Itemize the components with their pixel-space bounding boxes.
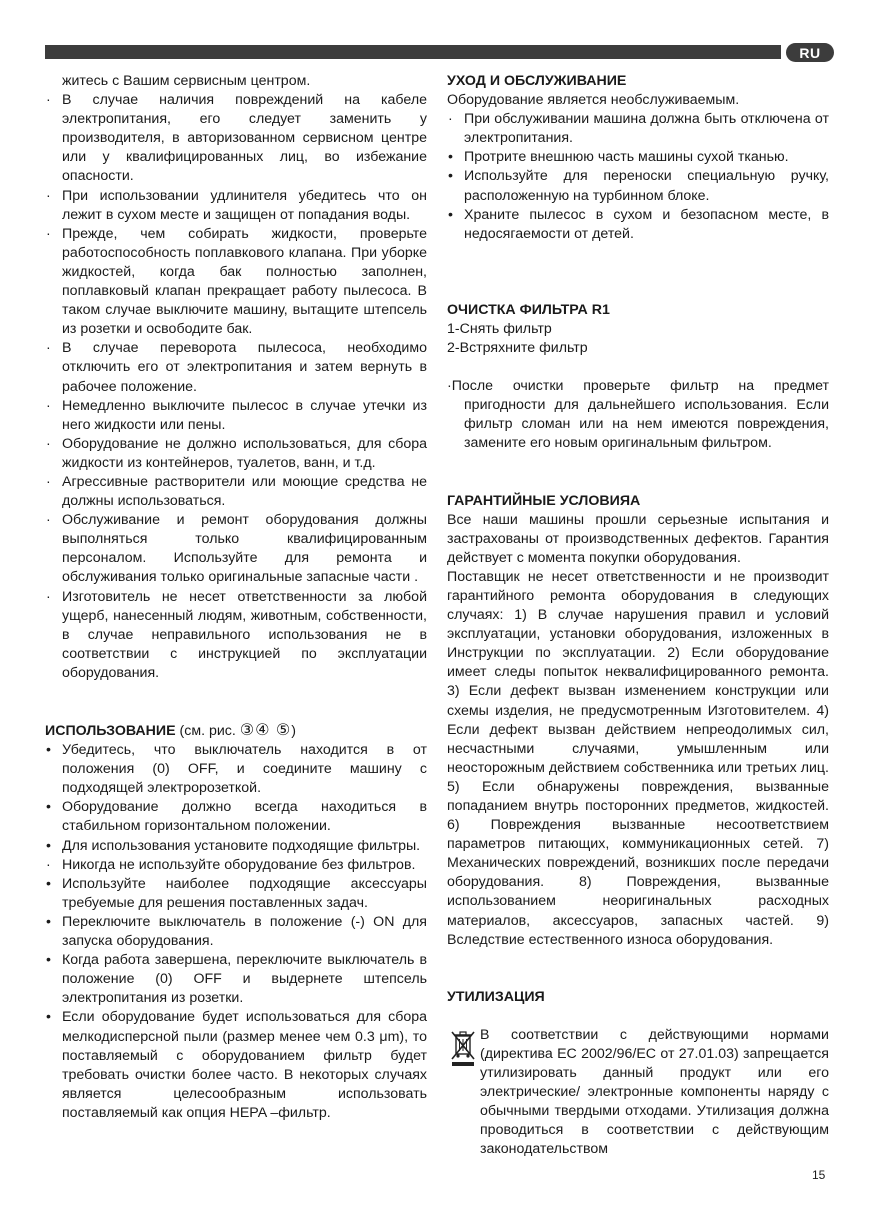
usage-title: ИСПОЛЬЗОВАНИЕ [45,723,176,739]
list-item-text: Оборудование не должно использоваться, для сбора жидкости из контейнеров, туалетов, ванн, и т.д. [62,435,427,471]
list-item [45,588,427,683]
list-item [45,951,427,1008]
care-intro: Оборудование является необслуживаемым. [447,92,740,109]
list-item [45,187,427,225]
page-number: 15 [812,1168,826,1182]
list-item [45,875,427,913]
usage-ref-close: ) [291,723,296,739]
bullet-mark: · [46,588,51,605]
list-item-text: Храните пылесос в сухом и безопасном месте, в недосягаемости от детей. [464,206,829,242]
list-item [45,856,427,875]
filter-step-1: 1-Снять фильтр [447,320,552,337]
intro-continuation: житесь с Вашим сервисным центром. [62,73,311,89]
bullet-mark: · [46,512,51,529]
list-item [45,913,427,951]
disposal-text: В соответствии с действующими нормами (директива EC 2002/96/EC от 27.01.03) запрещается утилизировать данный продукт или его электрические/ электронные компоненты наряду с обычными твердыми отходами. Утилизация должна проводиться в соответствии с действующим законодательством [480,1026,829,1158]
bullet-mark: · [46,92,51,109]
bullet-mark: • [46,1009,51,1026]
bullet-mark: • [448,168,453,185]
usage-list [45,741,427,1123]
filter-note: ·После очистки проверьте фильтр на предмет пригодности для дальнейшего использования. Если фильтр сломан или на нем имеются повреждения, замените его новым оригинальным фильтром. [447,378,829,452]
list-item-text: Изготовитель не несет ответственности за любой ущерб, нанесенный людям, животным, собственности, в случае неправильного использования не в соответствии с инструкцией по эксплуатации оборудования. [62,588,427,681]
bullet-mark: · [46,856,51,873]
list-item [45,837,427,856]
list-item [447,110,829,148]
bullet-mark: • [46,913,51,930]
list-item-text: В случае наличия повреждений на кабеле электропитания, его следует заменить у производителя, в авторизованном сервисном центре или у квалифицированных лиц, во избежание опасности. [62,92,427,185]
warranty-title: ГАРАНТИЙНЫЕ УСЛОВИЯA [447,492,641,509]
disposal-title: УТИЛИЗАЦИЯ [447,988,545,1005]
list-item [45,741,427,798]
bullet-mark: • [46,875,51,892]
bullet-mark: · [46,397,51,414]
right-column [447,72,829,1160]
bullet-mark: • [448,149,453,166]
care-title: УХОД И ОБСЛУЖИВАНИЕ [447,73,627,89]
list-item [45,1008,427,1123]
usage-heading [45,721,427,741]
weee-crossed-bin-icon [447,1028,479,1068]
disposal-block [447,1026,829,1160]
list-item [45,397,427,435]
warranty-paragraph-1: Все наши машины прошли серьезные испытания и застрахованы от производственных дефектов. Гарантия действует с момента покупки оборудования. [447,511,829,566]
list-item-text: Агрессивные растворители или моющие средства не должны использоваться. [62,473,427,510]
list-item [447,206,829,244]
bullet-mark: • [46,799,51,816]
list-item-text: Когда работа завершена, переключите выключатель в положение (0) OFF и выдернете штепсель электропитания из розетки. [62,952,427,1007]
list-item-text: Протрите внешнюю часть машины сухой тканью. [464,149,789,166]
bullet-mark: • [448,206,453,223]
filter-title: ОЧИСТКА ФИЛЬТРА R1 [447,301,610,318]
list-item-text: При обслуживании машина должна быть отключена от электропитания. [464,111,829,147]
bullet-mark: · [46,435,51,452]
language-badge: RU [786,43,834,62]
bullet-mark: · [46,225,51,242]
bullet-mark: • [46,837,51,854]
bullet-mark: · [46,473,51,490]
list-item [45,473,427,511]
list-item-text: При использовании удлинителя убедитесь что он лежит в сухом месте и защищен от попадания воды. [62,187,427,223]
warranty-paragraph-2: Поставщик не несет ответственности и не производит гарантийного ремонта оборудования в следующих случаях: 1) В случае нарушения правил и условий эксплуатации, установки оборудования, изложенных в Инструкции по эксплуатации. 2) Если оборудование имеет следы попыток неквалифицированного ремонта. 3) Если дефект вызван изменением конструкции или схемы изделия, не предусмотренным Изготовителем. 4) Если дефект вызван действием непреодолимых сил, несчастными случаями, умышленным или неосторожным действием собственника или третьих лиц. 5) Если обнаружены повреждения, вызванные попаданием внутрь посторонних предметов, жидкостей. 6) Повреждения вызванные несоответствием параметров питающих, коммуникационных сетей. 7) Механических повреждений, возникших после передачи оборудования. 8) Повреждения, вызванные использованием неоригинальных расходных материалов, аксессуаров, запасных частей. 9) Вследствие естественного износа оборудования. [447,568,829,948]
list-item-text: Для использования установите подходящие фильтры. [62,837,421,854]
list-item-text: Никогда не используйте оборудование без фильтров. [62,856,416,873]
list-item [45,339,427,396]
list-item-text: В случае переворота пылесоса, необходимо отключить его от электропитания и затем вернуть в рабочее положение. [62,340,427,395]
list-item-text: Используйте для переноски специальную ручку, расположенную на турбинном блоке. [464,168,829,204]
usage-ref: (см. рис. [179,723,236,739]
list-item [45,225,427,340]
list-item-text: Переключите выключатель в положение (-) ON для запуска оборудования. [62,913,427,950]
filter-step-2: 2-Встряхните фильтр [447,340,588,357]
safety-list [45,91,427,683]
list-item-text: Немедленно выключите пылесос в случае утечки из него жидкости или пены. [62,397,427,433]
list-item [447,148,829,167]
list-item-text: Используйте наиболее подходящие аксессуары требуемые для решения поставленных задач. [62,875,427,911]
usage-figure-refs: ③④ ⑤ [239,722,292,739]
header-bar [45,45,781,59]
list-item-text: Оборудование должно всегда находиться в стабильном горизонтальном положении. [62,799,427,835]
list-item [45,435,427,473]
list-item [45,511,427,587]
list-item [45,91,427,186]
list-item-text: Если оборудование будет использоваться для сбора мелкодисперсной пыли (размер менее чем 0.3 μm), то поставляемый с оборудованием фильтр будет требовать очистки более часто. В некоторых случаях является целесообразным использовать поставляемый как опция HEPA –фильтр. [62,1009,427,1121]
bullet-mark: · [46,340,51,357]
list-item [447,167,829,205]
left-column [45,72,427,1123]
list-item-text: Прежде, чем собирать жидкости, проверьте работоспособность поплавкового клапана. При уборке жидкостей, когда бак полностью заполнен, поплавковый клапан прекращает работу пылесоса. В таком случае выключите машину, вытащите штепсель из розетки и освободите бак. [62,225,427,338]
list-item-text: Убедитесь, что выключатель находится в от положения (0) OFF, и соедините машину с подходящей электророзеткой. [62,742,427,797]
care-list [447,110,829,244]
list-item [45,798,427,836]
list-item-text: Обслуживание и ремонт оборудования должны выполняться только квалифицированным персоналом. Используйте для ремонта и обслуживания только оригинальные запасные части . [62,512,427,586]
bullet-mark: · [448,111,453,128]
bullet-mark: • [46,742,51,759]
bullet-mark: · [46,187,51,204]
bullet-mark: • [46,952,51,969]
